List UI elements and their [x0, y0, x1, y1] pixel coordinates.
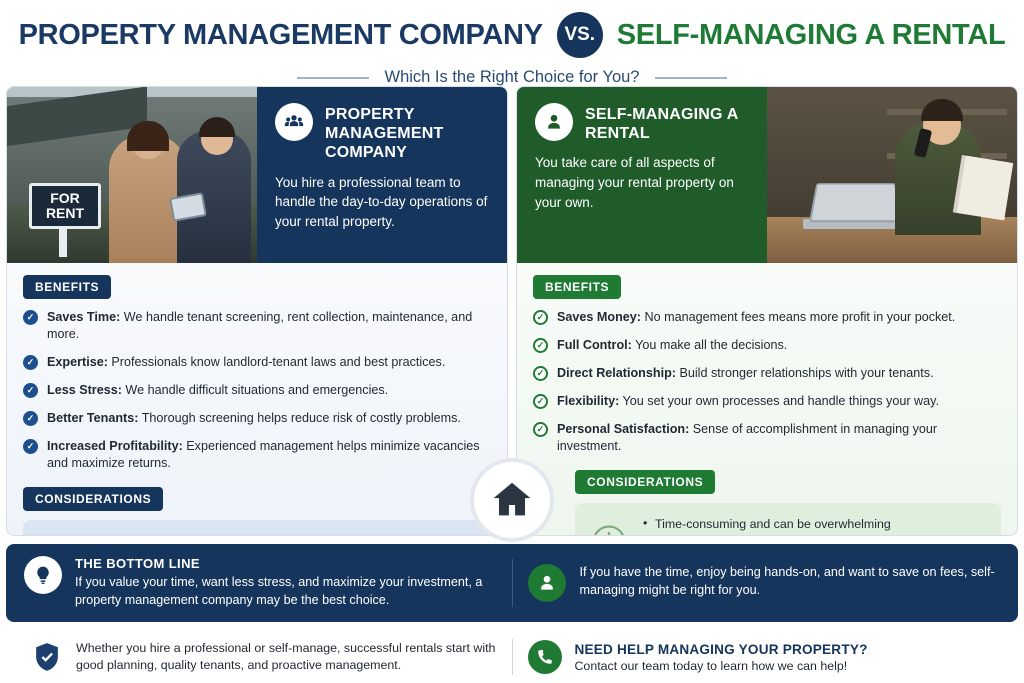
divider-left [297, 77, 369, 79]
left-considerations-label: CONSIDERATIONS [23, 487, 163, 511]
check-icon: ✓ [23, 355, 38, 370]
right-benefits-list [533, 309, 1001, 455]
benefit-term: Increased Profitability: [47, 439, 183, 453]
divider-right [655, 77, 727, 79]
left-considerations-section [7, 483, 507, 536]
check-icon: ✓ [533, 338, 548, 353]
list-item [23, 309, 491, 343]
left-caption [257, 87, 507, 263]
benefit-term: Direct Relationship: [557, 366, 676, 380]
benefit-term: Better Tenants: [47, 411, 139, 425]
benefit-term: Less Stress: [47, 383, 122, 397]
check-icon: ✓ [23, 310, 38, 325]
benefit-term: Full Control: [557, 338, 632, 352]
footer [6, 630, 1018, 683]
bottom-line-left-text: If you value your time, want less stress, and maximize your investment, a property management company may be the best choice. [75, 575, 483, 607]
list-item [23, 382, 491, 399]
footer-right-sub: Contact our team today to learn how we can help! [574, 658, 848, 673]
column-property-management [6, 86, 508, 536]
benefit-text: You make all the decisions. [631, 338, 788, 352]
column-self-managing [516, 86, 1018, 536]
right-benefits-label: BENEFITS [533, 275, 621, 299]
footer-left-text: Whether you hire a professional or self-manage, successful rentals start with good planning, quality tenants, and proactive management. [76, 640, 496, 672]
footer-left [30, 640, 496, 675]
benefit-term: Saves Time: [47, 310, 121, 324]
benefit-text: Experienced management helps minimize vacancies and maximize returns. [47, 439, 480, 470]
benefit-text: No management fees means more profit in your pocket. [641, 310, 956, 324]
list-item [23, 354, 491, 371]
footer-right [528, 640, 994, 674]
check-icon: ✓ [533, 310, 548, 325]
right-considerations-card [575, 503, 1001, 536]
person-icon [535, 103, 573, 141]
list-item [533, 393, 1001, 410]
check-icon: ✓ [533, 366, 548, 381]
list-item [23, 438, 491, 472]
right-card-title: SELF-MANAGING A RENTAL [585, 106, 738, 143]
comparison-columns [0, 86, 1024, 536]
check-icon: ✓ [23, 411, 38, 426]
bottom-line-title: THE BOTTOM LINE [75, 556, 200, 572]
list-item [533, 337, 1001, 354]
benefit-term: Personal Satisfaction: [557, 422, 690, 436]
check-icon: ✓ [23, 439, 38, 454]
list-item: • Time-consuming and can be overwhelming [643, 515, 946, 535]
left-benefits-label: BENEFITS [23, 275, 111, 299]
benefit-text: Sense of accomplishment in managing your investment. [557, 422, 938, 453]
right-photo [767, 87, 1017, 263]
check-icon: ✓ [533, 422, 548, 437]
bottom-line-divider [512, 559, 513, 607]
benefit-term: Flexibility: [557, 394, 620, 408]
benefit-text: Thorough screening helps reduce risk of costly problems. [138, 411, 461, 425]
benefit-term: Expertise: [47, 355, 108, 369]
benefit-text: We handle tenant screening, rent collection, maintenance, and more. [47, 310, 473, 341]
left-considerations-card [23, 520, 491, 536]
benefit-text: We handle difficult situations and emergencies. [121, 383, 389, 397]
left-card-text: You hire a professional team to handle the day-to-day operations of your rental property. [275, 174, 488, 229]
vs-badge: VS. [557, 12, 603, 58]
check-icon: ✓ [533, 394, 548, 409]
right-card-text: You take care of all aspects of managing your rental property on your own. [535, 155, 734, 210]
header [0, 0, 1024, 86]
list-item [93, 532, 352, 536]
bottom-line-bar [6, 544, 1018, 622]
right-photo-scene [767, 87, 1017, 263]
list-item [23, 410, 491, 427]
right-considerations-section [517, 466, 1017, 536]
shield-icon [30, 640, 64, 674]
clock-icon [589, 522, 629, 536]
benefit-term: Saves Money: [557, 310, 641, 324]
right-caption [517, 87, 767, 263]
lightbulb-icon [24, 556, 62, 594]
person-icon [528, 564, 566, 602]
bottom-line-left [24, 556, 496, 610]
footer-divider [512, 639, 513, 675]
group-icon [275, 103, 313, 141]
benefit-text: Build stronger relationships with your tenants. [675, 366, 934, 380]
left-photo-scene [7, 87, 257, 263]
list-item [533, 421, 1001, 455]
page-title-left: PROPERTY MANAGEMENT COMPANY [18, 18, 543, 51]
benefit-text: You set your own processes and handle things your way. [619, 394, 939, 408]
benefit-text: Professionals know landlord-tenant laws and best practices. [107, 355, 446, 369]
page-title-right: SELF-MANAGING A RENTAL [616, 18, 1006, 51]
right-banner [517, 87, 1017, 263]
right-benefits-section [517, 263, 1017, 455]
right-considerations-label: CONSIDERATIONS [575, 470, 715, 494]
footer-right-title: NEED HELP MANAGING YOUR PROPERTY? [574, 641, 868, 657]
check-icon: ✓ [23, 383, 38, 398]
left-benefits-section [7, 263, 507, 472]
home-icon [470, 458, 554, 542]
list-item [533, 309, 1001, 326]
list-item [643, 535, 946, 536]
left-card-title: PROPERTY MANAGEMENT COMPANY [325, 106, 444, 162]
list-item [533, 365, 1001, 382]
left-banner [7, 87, 507, 263]
bottom-line-right [528, 564, 1000, 602]
bottom-line-right-text: If you have the time, enjoy being hands-on, and want to save on fees, self-managing might be right for you. [579, 565, 995, 597]
left-photo [7, 87, 257, 263]
page-subtitle: Which Is the Right Choice for You? [384, 68, 640, 86]
subtitle-row [0, 68, 1024, 87]
title-row [0, 12, 1024, 58]
phone-icon [528, 640, 562, 674]
for-rent-sign: FOR RENT [29, 183, 101, 229]
left-benefits-list [23, 309, 491, 472]
